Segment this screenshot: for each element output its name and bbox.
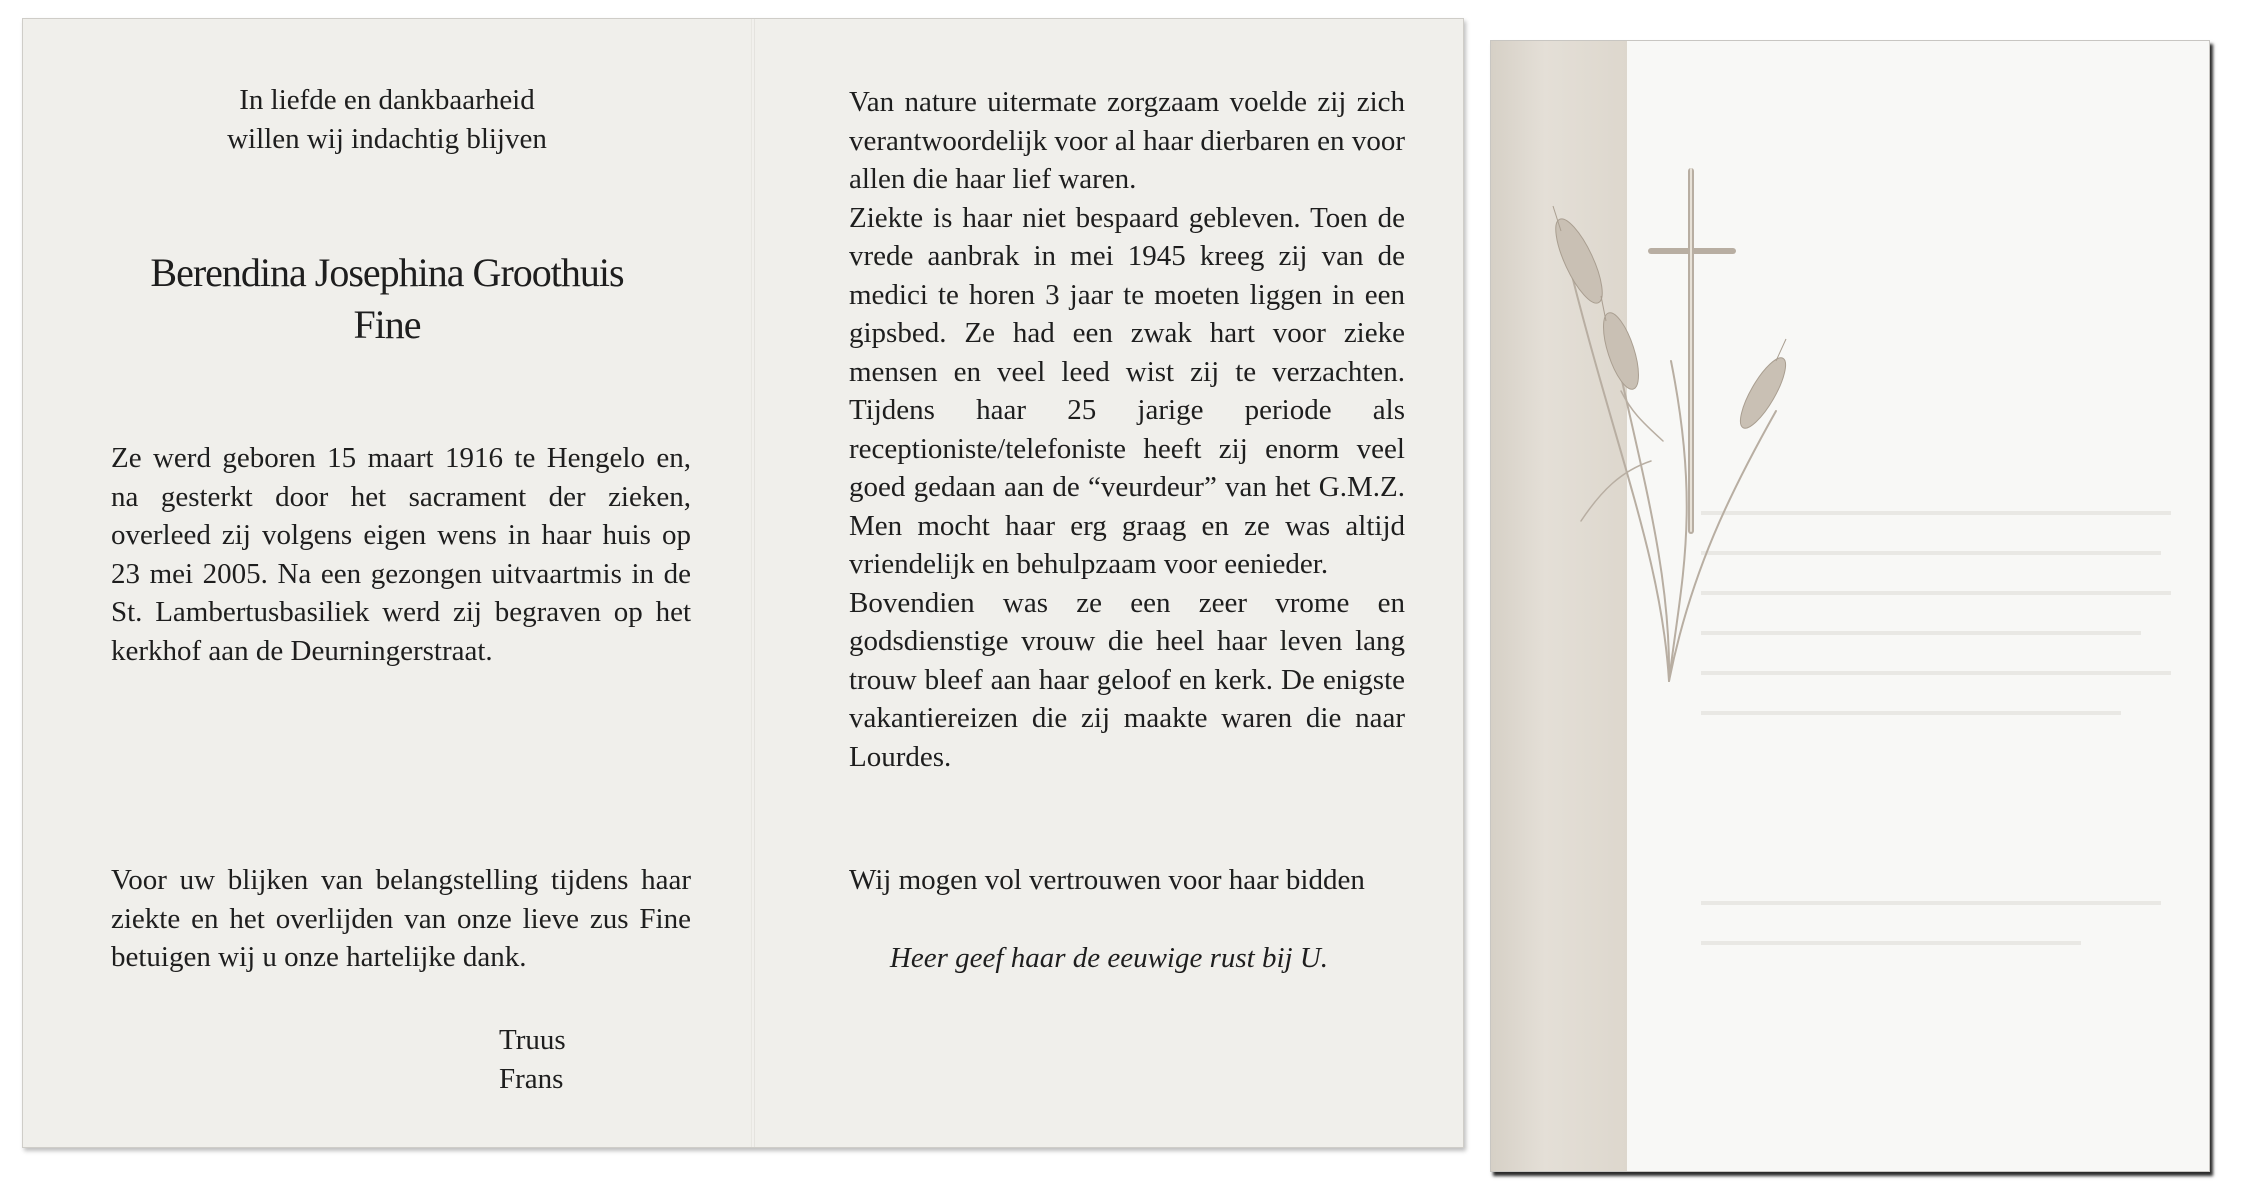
intro-line: willen wij indachtig blijven xyxy=(227,123,547,155)
memorial-card-back xyxy=(1490,40,2210,1172)
birth-death-paragraph: Ze werd geboren 15 maart 1916 te Hengelo en, na gesterkt door het sacrament der zieken, overleed zij volgens eigen wens in haar huis op 23 mei 2005. Na een gezongen uitvaartmis in de St. Lambertusbasiliek werd zij begraven op het kerkhof aan de Deurningerstraat. xyxy=(111,442,691,667)
signatories xyxy=(499,1021,566,1099)
middle-panel xyxy=(755,19,1463,1147)
intro-line: In liefde en dankbaarheid xyxy=(239,84,535,116)
deceased-name xyxy=(23,247,751,351)
bio-paragraph: Bovendien was ze een zeer vrome en godsdienstige vrouw die heel haar leven lang trouw bleef aan haar geloof en kerk. De enigste vakantiereizen die zij maakte waren die naar Lourdes. xyxy=(849,586,1405,773)
bio-paragraph: Ziekte is haar niet bespaard gebleven. Toen de vrede aanbrak in mei 1945 kreeg zij van de medici te horen 3 jaar te moeten liggen in een gipsbed. Ze had een zwak hart voor zieke mensen en veel leed wist zij te verzachten. Tijdens haar 25 jarige periode als receptioniste/telefoniste heeft zij enorm veel goed gedaan aan de “veurdeur” van het G.M.Z. Men mocht haar erg graag en ze was altijd vriendelijk en behulpzaam voor eenieder. xyxy=(849,201,1405,580)
full-name: Berendina Josephina Groothuis xyxy=(150,250,624,295)
prayer-line: Wij mogen vol vertrouwen voor haar bidden xyxy=(849,864,1365,896)
signatory: Frans xyxy=(499,1063,564,1095)
show-through-text xyxy=(1701,901,2161,905)
memorial-card-inside xyxy=(22,18,1464,1148)
intro-text xyxy=(23,81,751,159)
cross-with-wheat-icon xyxy=(1551,111,1811,731)
nickname: Fine xyxy=(353,302,421,347)
thanks-paragraph: Voor uw blijken van belangstelling tijdens haar ziekte en het overlijden van onze lieve zus Fine betuigen wij u onze hartelijke dank. xyxy=(111,864,691,973)
bio-paragraph: Van nature uitermate zorgzaam voelde zij zich verantwoordelijk voor al haar dierbaren en voor allen die haar lief waren. xyxy=(849,86,1405,195)
signatory: Truus xyxy=(499,1024,566,1056)
biography xyxy=(849,83,1405,776)
rest-in-peace-line: Heer geef haar de eeuwige rust bij U. xyxy=(889,942,1329,974)
show-through-text xyxy=(1701,941,2081,945)
left-panel xyxy=(23,19,751,1147)
